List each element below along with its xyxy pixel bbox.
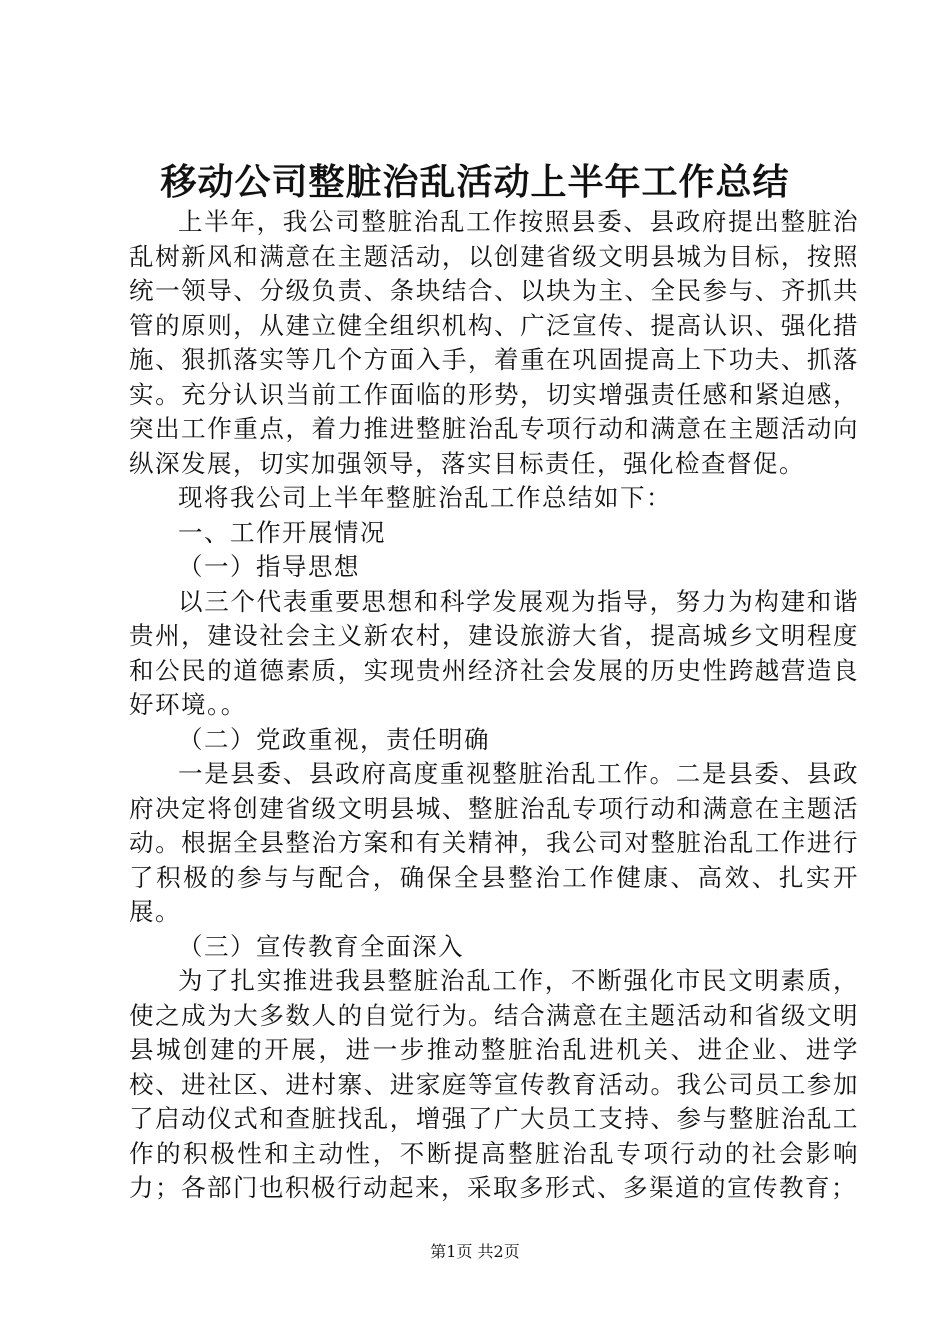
subsection-heading-1: （一）指导思想 xyxy=(178,552,360,581)
paragraph-party-attention: 一是县委、县政府高度重视整脏治乱工作。二是县委、县政府决定将创建省级文明县城、整脏治乱专项行动和满意在主题活动。根据全县整治方案和有关精神，我公司对整脏治乱工作进行了积极的参与与配合，确保全县整治工作健康、高效、扎实开展。 xyxy=(129,759,859,926)
subsection-heading-3: （三）宣传教育全面深入 xyxy=(178,931,464,961)
page-footer: 第1页 共2页 xyxy=(430,1242,520,1261)
paragraph-summary-lead: 现将我公司上半年整脏治乱工作总结如下： xyxy=(178,483,672,512)
paragraph-guiding-thought: 以三个代表重要思想和科学发展观为指导，努力为构建和谐贵州，建设社会主义新农村，建设旅游大省，提高城乡文明程度和公民的道德素质，实现贵州经济社会发展的历史性跨越营造良好环境。。 xyxy=(129,586,859,719)
document-title: 移动公司整脏治乱活动上半年工作总结 xyxy=(160,161,790,203)
section-heading-1: 一、工作开展情况 xyxy=(178,517,386,547)
paragraph-intro: 上半年，我公司整脏治乱工作按照县委、县政府提出整脏治乱树新风和满意在主题活动，以创建省级文明县城为目标，按照统一领导、分级负责、条块结合、以块为主、全民参与、齐抓共管的原则，从建立健全组织机构、广泛宣传、提高认识、强化措施、狠抓落实等几个方面入手，着重在巩固提高上下功夫、抓落实。充分认识当前工作面临的形势，切实增强责任感和紧迫感，突出工作重点，着力推进整脏治乱专项行动和满意在主题活动向纵深发展，切实加强领导，落实目标责任，强化检查督促。 xyxy=(129,207,859,478)
document-body xyxy=(129,205,859,1206)
paragraph-publicity-education: 为了扎实推进我县整脏治乱工作，不断强化市民文明素质，使之成为大多数人的自觉行为。结合满意在主题活动和省级文明县城创建的开展，进一步推动整脏治乱进机关、进企业、进学校、进社区、进村寨、进家庭等宣传教育活动。我公司员工参加了启动仪式和查脏找乱，增强了广大员工支持、参与整脏治乱工作的积极性和主动性，不断提高整脏治乱专项行动的社会影响力；各部门也积极行动起来，采取多形式、多渠道的宣传教育； xyxy=(129,966,859,1202)
subsection-heading-2: （二）党政重视，责任明确 xyxy=(178,724,490,754)
